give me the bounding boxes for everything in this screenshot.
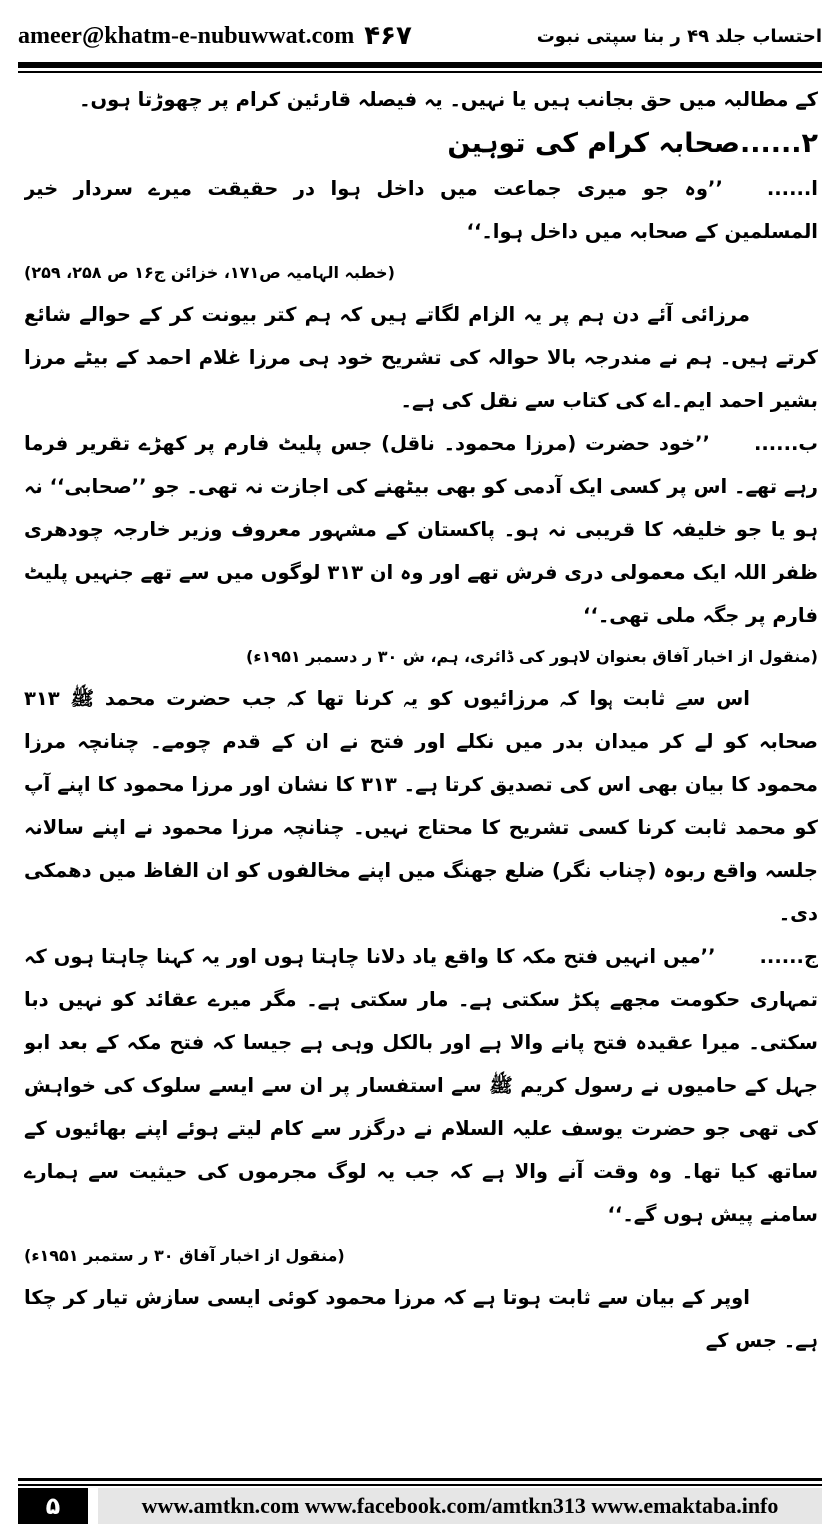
header-left xyxy=(18,21,412,51)
paragraph-4: اس سے ثابت ہوا کہ مرزائیوں کو یہ کرنا تھا کہ جب حضرت محمد ﷺ ۳۱۳ صحابہ کو لے کر میدان بدر میں نکلے اور فتح نے ان کے قدم چومے۔ چنانچہ مرزا محمود کا بیان بھی اس کی تصدیق کرتا ہے۔ ۳۱۳ کا نشان اور مرزا محمود کا اپنے آپ کو محمد ثابت کرنا کسی تشریح کا محتاج نہیں۔ چنانچہ مرزا محمود نے اپنے سالانہ جلسہ واقع ربوہ (چناب نگر) ضلع جھنگ میں اپنے مخالفوں کو ان الفاظ میں دھمکی دی۔ xyxy=(24,687,818,925)
reference-1: (خطبہ الہامیہ ص۱۷۱، خزائن ج۱۶ ص ۲۵۸، ۲۵۹) xyxy=(24,263,395,282)
page-header xyxy=(18,14,822,58)
paragraph-5 xyxy=(24,935,818,1236)
paragraph-3-marker: ب...... xyxy=(753,432,818,455)
paragraph-1 xyxy=(24,167,818,253)
page-content xyxy=(24,78,818,1460)
header-email: ameer@khatm-e-nubuwwat.com xyxy=(18,22,355,49)
footer-rule-thin xyxy=(18,1484,822,1486)
reference-5-row xyxy=(24,1236,818,1276)
paragraph-5-text: ’’میں انہیں فتح مکہ کا واقع یاد دلانا چاہتا ہوں اور یہ کہنا چاہتا ہوں کہ تمہاری حکومت مجھے پکڑ سکتی ہے۔ مار سکتی ہے۔ مگر میرے عقائد کو نہیں دبا سکتی۔ میرا عقیدہ فتح پانے والا ہے اور بالکل وہی ہے جیسا کہ فتح مکہ کے بعد ابو جہل کے حامیوں نے رسول کریم ﷺ سے استفسار پر ان سے ایسے سلوک کی خواہش کی تھی جو حضرت یوسف علیہ السلام نے درگزر سے کام لیتے ہوئے اپنے بھائیوں کے ساتھ کیا تھا۔ وہ وقت آنے والا ہے کہ جب یہ لوگ مجرموں کی حیثیت سے ہمارے سامنے پیش ہوں گے۔‘‘ xyxy=(24,945,818,1226)
book-title: احتساب جلد ۴۹ ر بنا سپتی نبوت xyxy=(536,25,822,47)
paragraph-3 xyxy=(24,422,818,637)
page-number: ۴۶۷ xyxy=(364,21,412,51)
header-rule-thin xyxy=(18,71,822,73)
paragraph-2: مرزائی آئے دن ہم پر یہ الزام لگاتے ہیں کہ ہم کتر بیونت کر کے حوالے شائع کرتے ہیں۔ ہم نے مندرجہ بالا حوالہ کی تشریح خود ہی مرزا غلام احمد کے بیٹے مرزا بشیر احمد ایم۔اے کی کتاب سے نقل کی ہے۔ xyxy=(24,303,818,412)
paragraph-0: کے مطالبہ میں حق بجانب ہیں یا نہیں۔ یہ فیصلہ قارئین کرام پر چھوڑتا ہوں۔ xyxy=(79,88,818,111)
reference-1-row xyxy=(24,253,818,293)
footer-number: ۵ xyxy=(18,1488,88,1524)
section-heading: ۲......صحابہ کرام کی توہین xyxy=(447,128,818,159)
reference-3: (منقول از اخبار آفاق بعنوان لاہور کی ڈائری، ہم، ش ۳۰ ر دسمبر ۱۹۵۱ء) xyxy=(246,647,818,666)
footer-rule-thick xyxy=(18,1478,822,1481)
paragraph-6: اوپر کے بیان سے ثابت ہوتا ہے کہ مرزا محمود کوئی ایسی سازش تیار کر چکا ہے۔ جس کے xyxy=(24,1286,818,1352)
reference-5: (منقول از اخبار آفاق ۳۰ ر ستمبر ۱۹۵۱ء) xyxy=(24,1246,345,1265)
paragraph-1-text: ’’وہ جو میری جماعت میں داخل ہوا در حقیقت میرے سردار خیر المسلمین کے صحابہ میں داخل ہوا۔‘‘ xyxy=(24,177,818,243)
paragraph-1-marker: ا...... xyxy=(766,177,818,200)
paragraph-5-marker: ج...... xyxy=(759,945,818,968)
header-rule-thick xyxy=(18,62,822,68)
paragraph-3-text: ’’خود حضرت (مرزا محمود۔ ناقل) جس پلیٹ فارم پر کھڑے تقریر فرما رہے تھے۔ اس پر کسی ایک آدمی کو بھی بیٹھنے کی اجازت نہ تھی۔ جو ’’صحابی‘‘ نہ ہو یا جو خلیفہ کا قریبی نہ ہو۔ پاکستان کے مشہور معروف وزیر خارجہ چودھری ظفر اللہ ایک معمولی دری فرش تھے اور وہ ان ۳۱۳ لوگوں میں سے تھے جنہیں پلیٹ فارم پر جگہ ملی تھی۔‘‘ xyxy=(24,432,818,627)
footer-links: www.amtkn.com www.facebook.com/amtkn313 www.emaktaba.info xyxy=(98,1488,822,1524)
page-footer xyxy=(18,1478,822,1528)
